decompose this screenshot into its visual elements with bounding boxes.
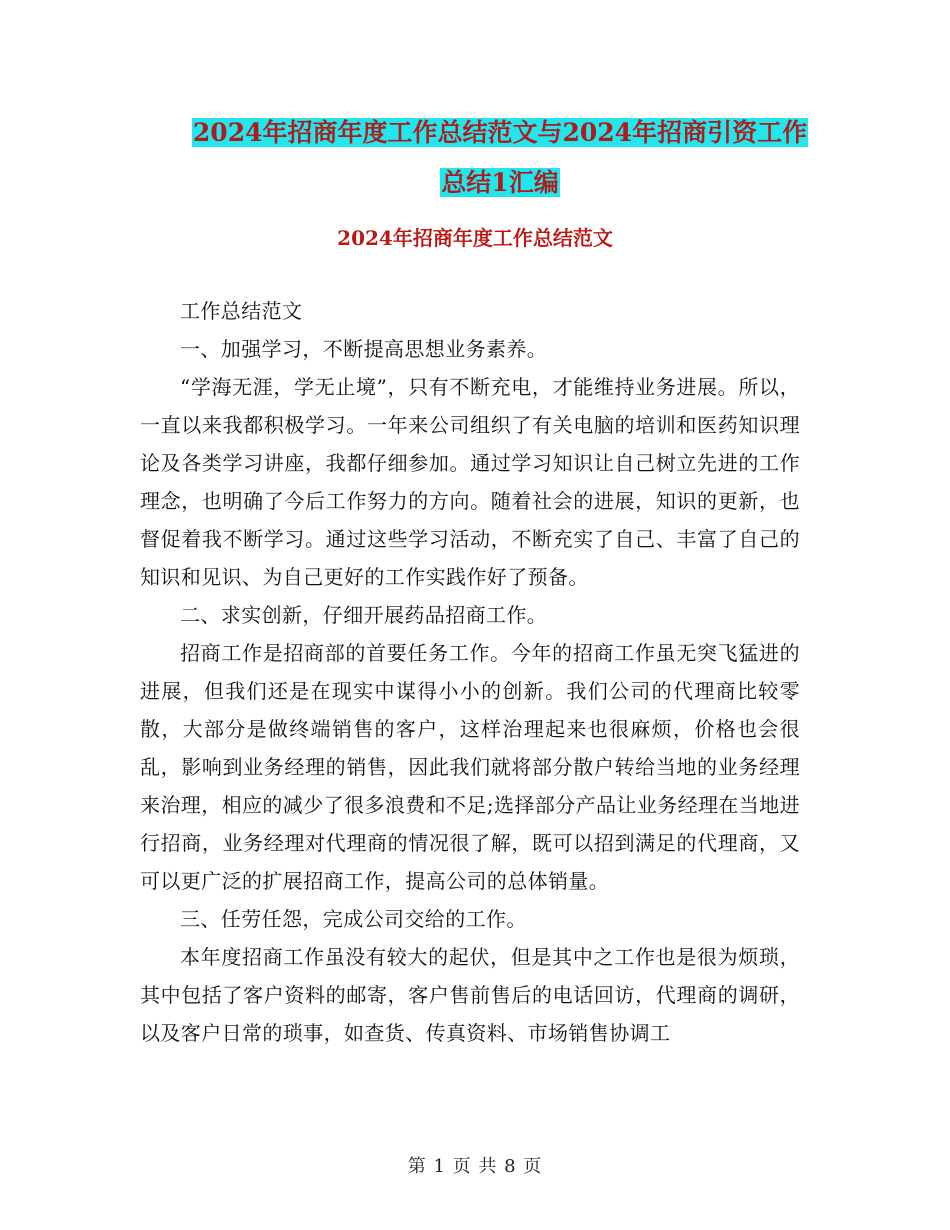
document-title bbox=[140, 108, 860, 208]
paragraph-heading: 工作总结范文 bbox=[180, 299, 303, 323]
document-body bbox=[140, 292, 800, 1052]
section-title: 2024年招商年度工作总结范文 bbox=[337, 226, 613, 250]
title-line-2: 总结1汇编 bbox=[441, 168, 559, 197]
paragraph: 本年度招商工作虽没有较大的起伏，但是其中之工作也是很为烦琐，其中包括了客户资料的邮寄，客户售前售后的电话回访，代理商的调研，以及客户日常的琐事，如查货、传真资料、市场销售协调工 bbox=[140, 945, 800, 1045]
page-number-footer: 第 1 页 共 8 页 bbox=[407, 1156, 543, 1177]
paragraph-point-2: 二、求实创新，仔细开展药品招商工作。 bbox=[180, 603, 548, 627]
paragraph: “学海无涯，学无止境”，只有不断充电，才能维持业务进展。所以，一直以来我都积极学习。一年来公司组织了有关电脑的培训和医药知识理论及各类学习讲座，我都仔细参加。通过学习知识让自己树立先进的工作理念，也明确了今后工作努力的方向。随着社会的进展，知识的更新，也督促着我不断学习。通过这些学习活动，不断充实了自己、丰富了自己的知识和见识、为自己更好的工作实践作好了预备。 bbox=[140, 375, 800, 589]
title-line-1: 2024年招商年度工作总结范文与2024年招商引资工作 bbox=[192, 118, 808, 147]
paragraph-point-3: 三、任劳任怨，完成公司交给的工作。 bbox=[180, 907, 527, 931]
paragraph-point-1: 一、加强学习，不断提高思想业务素养。 bbox=[180, 337, 548, 361]
paragraph: 招商工作是招商部的首要任务工作。今年的招商工作虽无突飞猛进的进展，但我们还是在现实中谋得小小的创新。我们公司的代理商比较零散，大部分是做终端销售的客户，这样治理起来也很麻烦，价格也会很乱，影响到业务经理的销售，因此我们就将部分散户转给当地的业务经理来治理，相应的减少了很多浪费和不足;选择部分产品让业务经理在当地进行招商，业务经理对代理商的情况很了解，既可以招到满足的代理商，又可以更广泛的扩展招商工作，提高公司的总体销量。 bbox=[140, 641, 800, 893]
